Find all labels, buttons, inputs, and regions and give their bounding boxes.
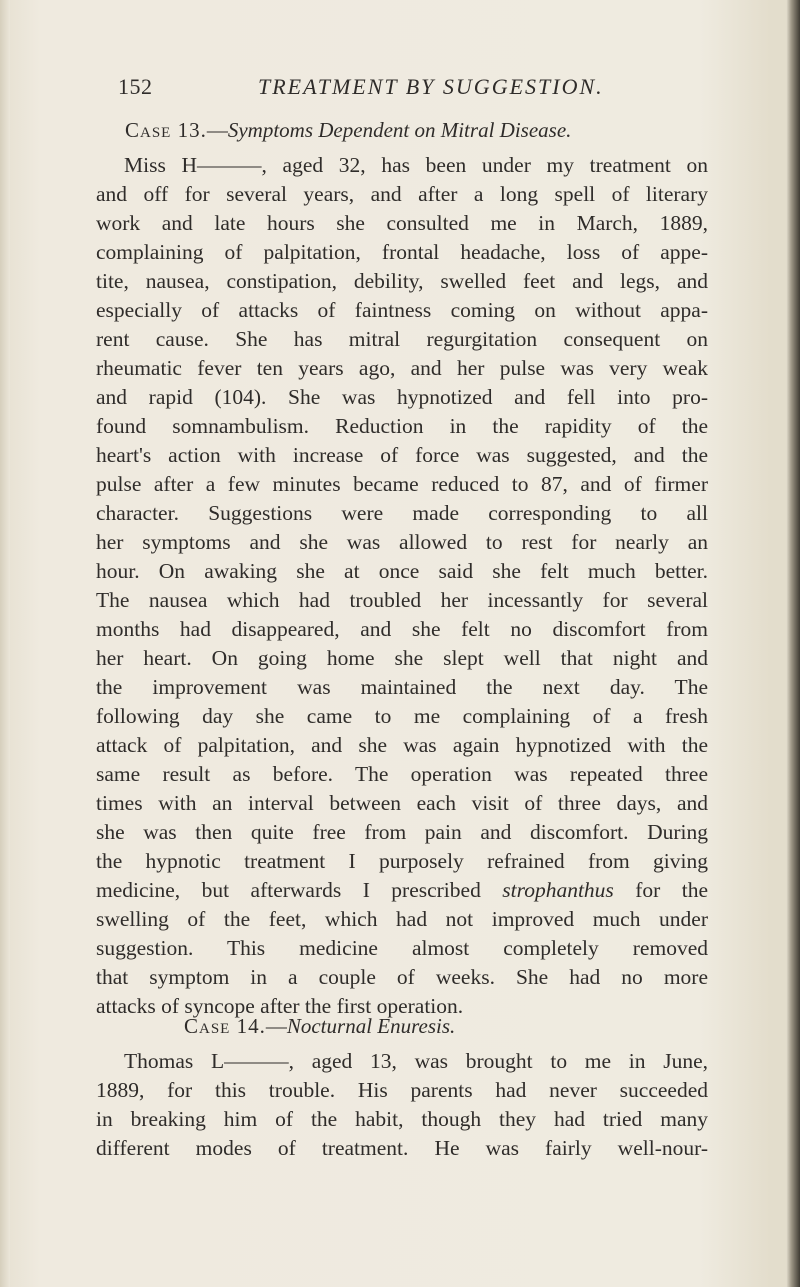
text-line: she was then quite free from pain and discomfort. During — [96, 820, 708, 844]
text-line: same result as before. The operation was repeated three — [96, 762, 708, 786]
case-13-title: Symptoms Dependent on Mitral Disease. — [227, 118, 572, 142]
text-line: swelling of the feet, which had not improved much under — [96, 907, 708, 931]
text-line: complaining of palpitation, frontal headache, loss of appe- — [96, 240, 708, 264]
case-13-heading — [125, 118, 571, 143]
text-line: The nausea which had troubled her incessantly for several — [96, 588, 708, 612]
drug-name-italic: strophanthus — [502, 878, 614, 902]
text-line: and off for several years, and after a long spell of literary — [96, 182, 708, 206]
text-line: the hypnotic treatment I purposely refrained from giving — [96, 849, 708, 873]
text-line: different modes of treatment. He was fairly well-nour- — [96, 1136, 708, 1160]
text-line: tite, nausea, constipation, debility, swelled feet and legs, and — [96, 269, 708, 293]
text-line: her symptoms and she was allowed to rest for nearly an — [96, 530, 708, 554]
text-line: found somnambulism. Reduction in the rapidity of the — [96, 414, 708, 438]
page-gutter-shadow — [0, 0, 10, 1287]
text-line: and rapid (104). She was hypnotized and fell into pro- — [96, 385, 708, 409]
text-line: attacks of syncope after the first operation. — [96, 994, 464, 1018]
text-line: suggestion. This medicine almost completely removed — [96, 936, 708, 960]
text-line-with-italic — [96, 876, 708, 905]
case-13-dash: — — [206, 118, 228, 142]
text-line: in breaking him of the habit, though they had tried many — [96, 1107, 708, 1131]
page-number: 152 — [118, 74, 153, 99]
text-line: the improvement was maintained the next day. The — [96, 675, 708, 699]
case-14-dash: — — [265, 1014, 287, 1038]
text-line: her heart. On going home she slept well that night and — [96, 646, 708, 670]
text-line: attack of palpitation, and she was again hypnotized with the — [96, 733, 708, 757]
text-line: character. Suggestions were made corresponding to all — [96, 501, 708, 525]
text-line: Thomas L———, aged 13, was brought to me in June, — [124, 1049, 708, 1073]
text-line: rheumatic fever ten years ago, and her pulse was very weak — [96, 356, 708, 380]
text-line: that symptom in a couple of weeks. She had no more — [96, 965, 708, 989]
case-14-heading — [184, 1014, 455, 1039]
page-edge-shadow — [786, 0, 800, 1287]
case-14-body — [96, 1047, 708, 1163]
text-line: especially of attacks of faintness coming on without appa- — [96, 298, 708, 322]
case-14-label: Case 14. — [184, 1014, 266, 1038]
running-head: TREATMENT BY SUGGESTION. — [258, 74, 604, 99]
page-header — [118, 74, 738, 108]
text-line: work and late hours she consulted me in March, 1889, — [96, 211, 708, 235]
case-13-body — [96, 151, 708, 1021]
text-line: hour. On awaking she at once said she felt much better. — [96, 559, 708, 583]
text-line: times with an interval between each visit of three days, and — [96, 791, 708, 815]
text-line: heart's action with increase of force was suggested, and the — [96, 443, 708, 467]
text-line: pulse after a few minutes became reduced to 87, and of firmer — [96, 472, 708, 496]
case-14-title: Nocturnal Enuresis. — [286, 1014, 456, 1038]
text-line: Miss H———, aged 32, has been under my treatment on — [124, 153, 708, 177]
text-line: months had disappeared, and she felt no discomfort from — [96, 617, 708, 641]
text-fragment: medicine, but afterwards I prescribed — [96, 878, 481, 902]
text-line: 1889, for this trouble. His parents had never succeeded — [96, 1078, 708, 1102]
text-fragment: for the — [635, 878, 709, 902]
text-line: rent cause. She has mitral regurgitation consequent on — [96, 327, 708, 351]
case-13-label: Case 13. — [125, 118, 207, 142]
text-line: following day she came to me complaining of a fresh — [96, 704, 708, 728]
